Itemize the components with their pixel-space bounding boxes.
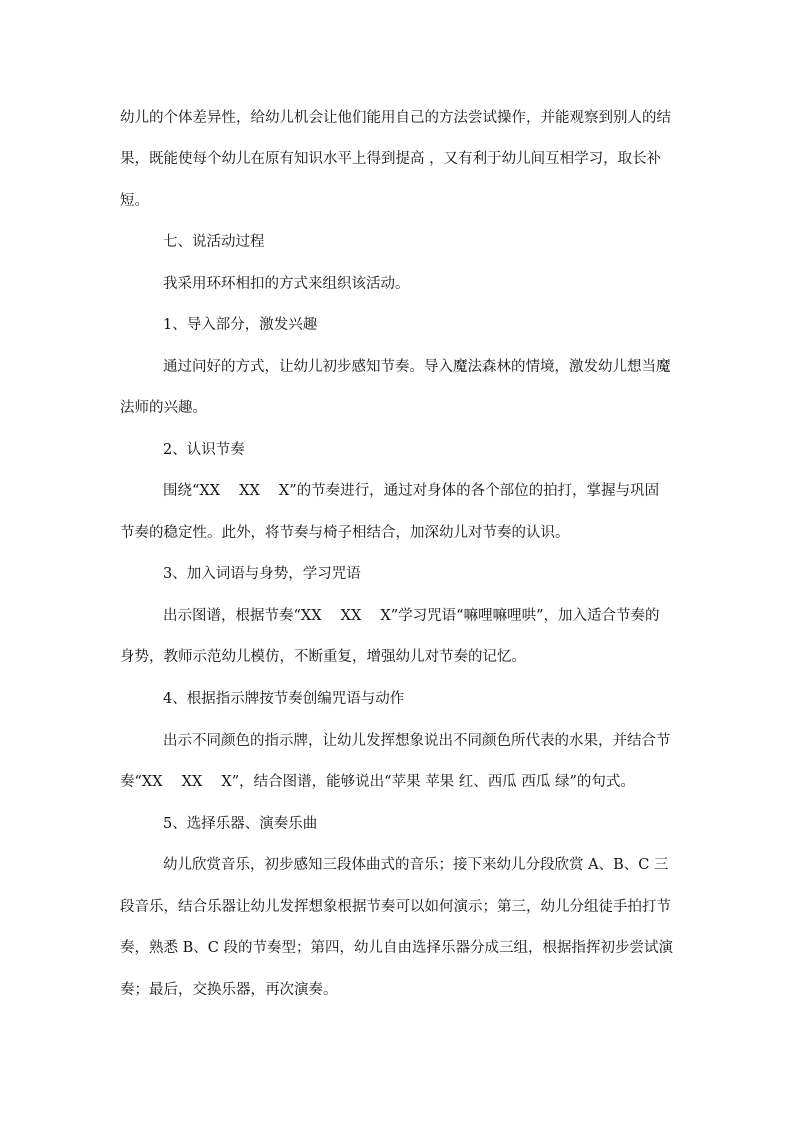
- section-heading: 七、说活动过程: [163, 234, 265, 250]
- body-text-line: 段音乐，结合乐器让幼儿发挥想象根据节奏可以如何演示；第三，幼儿分组徒手拍打节: [120, 899, 671, 915]
- body-text-line: 法师的兴趣。: [120, 400, 207, 416]
- body-text-line: 围绕“XX XX X”的节奏进行，通过对身体的各个部位的拍打，掌握与巩固: [163, 483, 660, 499]
- subsection-heading: 3、加入词语与身势，学习咒语: [163, 566, 361, 582]
- body-text-line: 身势，教师示范幼儿模仿，不断重复，增强幼儿对节奏的记忆。: [120, 649, 526, 665]
- body-text-line: 出示图谱，根据节奏“XX XX X”学习咒语“嘛哩嘛哩哄”，加入适合节奏的: [163, 608, 660, 624]
- body-text-line: 通过问好的方式，让幼儿初步感知节奏。导入魔法森林的情境，激发幼儿想当魔: [163, 359, 671, 375]
- body-text-line: 奏，熟悉 B、C 段的节奏型；第四，幼儿自由选择乐器分成三组，根据指挥初步尝试演: [120, 940, 673, 956]
- body-text-line: 幼儿的个体差异性，给幼儿机会让他们能用自己的方法尝试操作，并能观察到别人的结: [120, 110, 671, 126]
- subsection-heading: 4、根据指示牌按节奏创编咒语与动作: [163, 691, 405, 707]
- subsection-heading: 5、选择乐器、演奏乐曲: [163, 816, 318, 832]
- body-text-line: 短。: [120, 193, 149, 209]
- body-text-line: 奏；最后，交换乐器，再次演奏。: [120, 982, 338, 998]
- body-text-line: 出示不同颜色的指示牌，让幼儿发挥想象说出不同颜色所代表的水果，并结合节: [163, 733, 671, 749]
- subsection-heading: 1、导入部分，激发兴趣: [163, 317, 318, 333]
- body-text-line: 果，既能使每个幼儿在原有知识水平上得到提高 ，又有利于幼儿间互相学习，取长补: [120, 151, 662, 167]
- body-text-line: 奏“XX XX X”，结合图谱，能够说出“苹果 苹果 红、西瓜 西瓜 绿”的句式。: [120, 774, 635, 790]
- body-text-line: 我采用环环相扣的方式来组织该活动。: [163, 276, 410, 292]
- body-text-line: 节奏的稳定性。此外，将节奏与椅子相结合，加深幼儿对节奏的认识。: [120, 525, 570, 541]
- subsection-heading: 2、认识节奏: [163, 442, 245, 458]
- body-text-line: 幼儿欣赏音乐，初步感知三段体曲式的音乐；接下来幼儿分段欣赏 A、B、C 三: [163, 857, 669, 873]
